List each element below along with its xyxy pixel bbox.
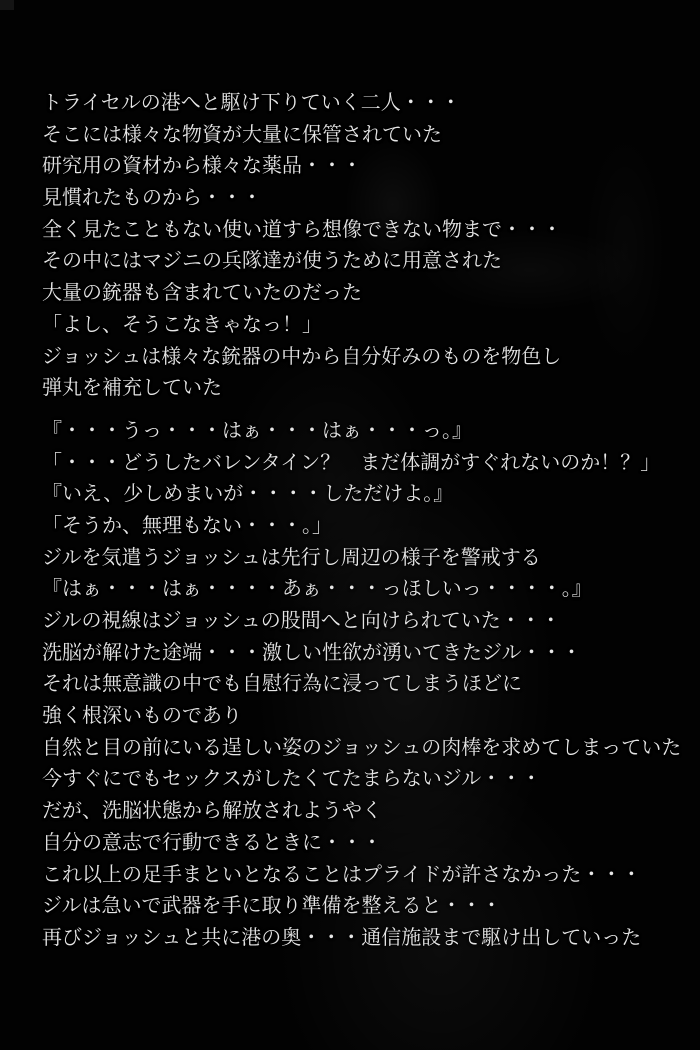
story-line: ジョッシュは様々な銃器の中から自分好みのものを物色し <box>42 343 562 368</box>
story-line: 大量の銃器も含まれていたのだった <box>42 280 362 305</box>
story-text-block <box>42 87 682 954</box>
story-line: トライセルの港へと駆け下りていく二人・・・ <box>42 90 461 114</box>
story-line: 強く根深いものであり <box>42 703 242 728</box>
paragraph-gap <box>42 404 682 415</box>
story-line: 「・・・どうしたバレンタイン？ まだ体調がすぐれないのか！？」 <box>42 449 661 474</box>
story-line: 見慣れたものから・・・ <box>42 185 262 210</box>
story-line: 弾丸を補充していた <box>42 375 222 400</box>
corner-artifact <box>0 0 14 10</box>
story-line: 研究用の資材から様々な薬品・・・ <box>42 153 362 178</box>
story-line: 洗脳が解けた途端・・・激しい性欲が湧いてきたジル・・・ <box>42 639 582 664</box>
story-line: 全く見たこともない使い道すら想像できない物まで・・・ <box>42 216 562 241</box>
story-line: 「よし、そうこなきゃなっ！」 <box>42 311 322 336</box>
story-line: 再びジョッシュと共に港の奥・・・通信施設まで駆け出していった <box>42 924 642 949</box>
story-line: だが、洗脳状態から解放されようやく <box>42 798 382 823</box>
story-line: 「そうか、無理もない・・・。」 <box>42 512 332 537</box>
story-line: ジルの視線はジョッシュの股間へと向けられていた・・・ <box>42 608 561 632</box>
story-line: これ以上の足手まといとなることはプライドが許さなかった・・・ <box>42 861 642 886</box>
story-line: 『・・・うっ・・・はぁ・・・はぁ・・・っ。』 <box>42 417 472 442</box>
story-line: 自分の意志で行動できるときに・・・ <box>42 829 382 854</box>
story-line: 自然と目の前にいる逞しい姿のジョッシュの肉棒を求めてしまっていた <box>42 734 682 759</box>
story-line: その中にはマジニの兵隊達が使うために用意された <box>42 248 502 273</box>
story-line: ジルは急いで武器を手に取り準備を整えると・・・ <box>42 893 502 918</box>
story-line: 今すぐにでもセックスがしたくてたまらないジル・・・ <box>42 766 542 791</box>
story-line: ジルを気遣うジョッシュは先行し周辺の様子を警戒する <box>42 544 541 569</box>
story-line: 『はぁ・・・はぁ・・・・あぁ・・・っほしいっ・・・・。』 <box>42 576 592 601</box>
story-line: それは無意識の中でも自慰行為に浸ってしまうほどに <box>42 671 522 696</box>
story-line: そこには様々な物資が大量に保管されていた <box>42 121 442 146</box>
story-line: 『いえ、少しめまいが・・・・しただけよ。』 <box>42 481 454 506</box>
